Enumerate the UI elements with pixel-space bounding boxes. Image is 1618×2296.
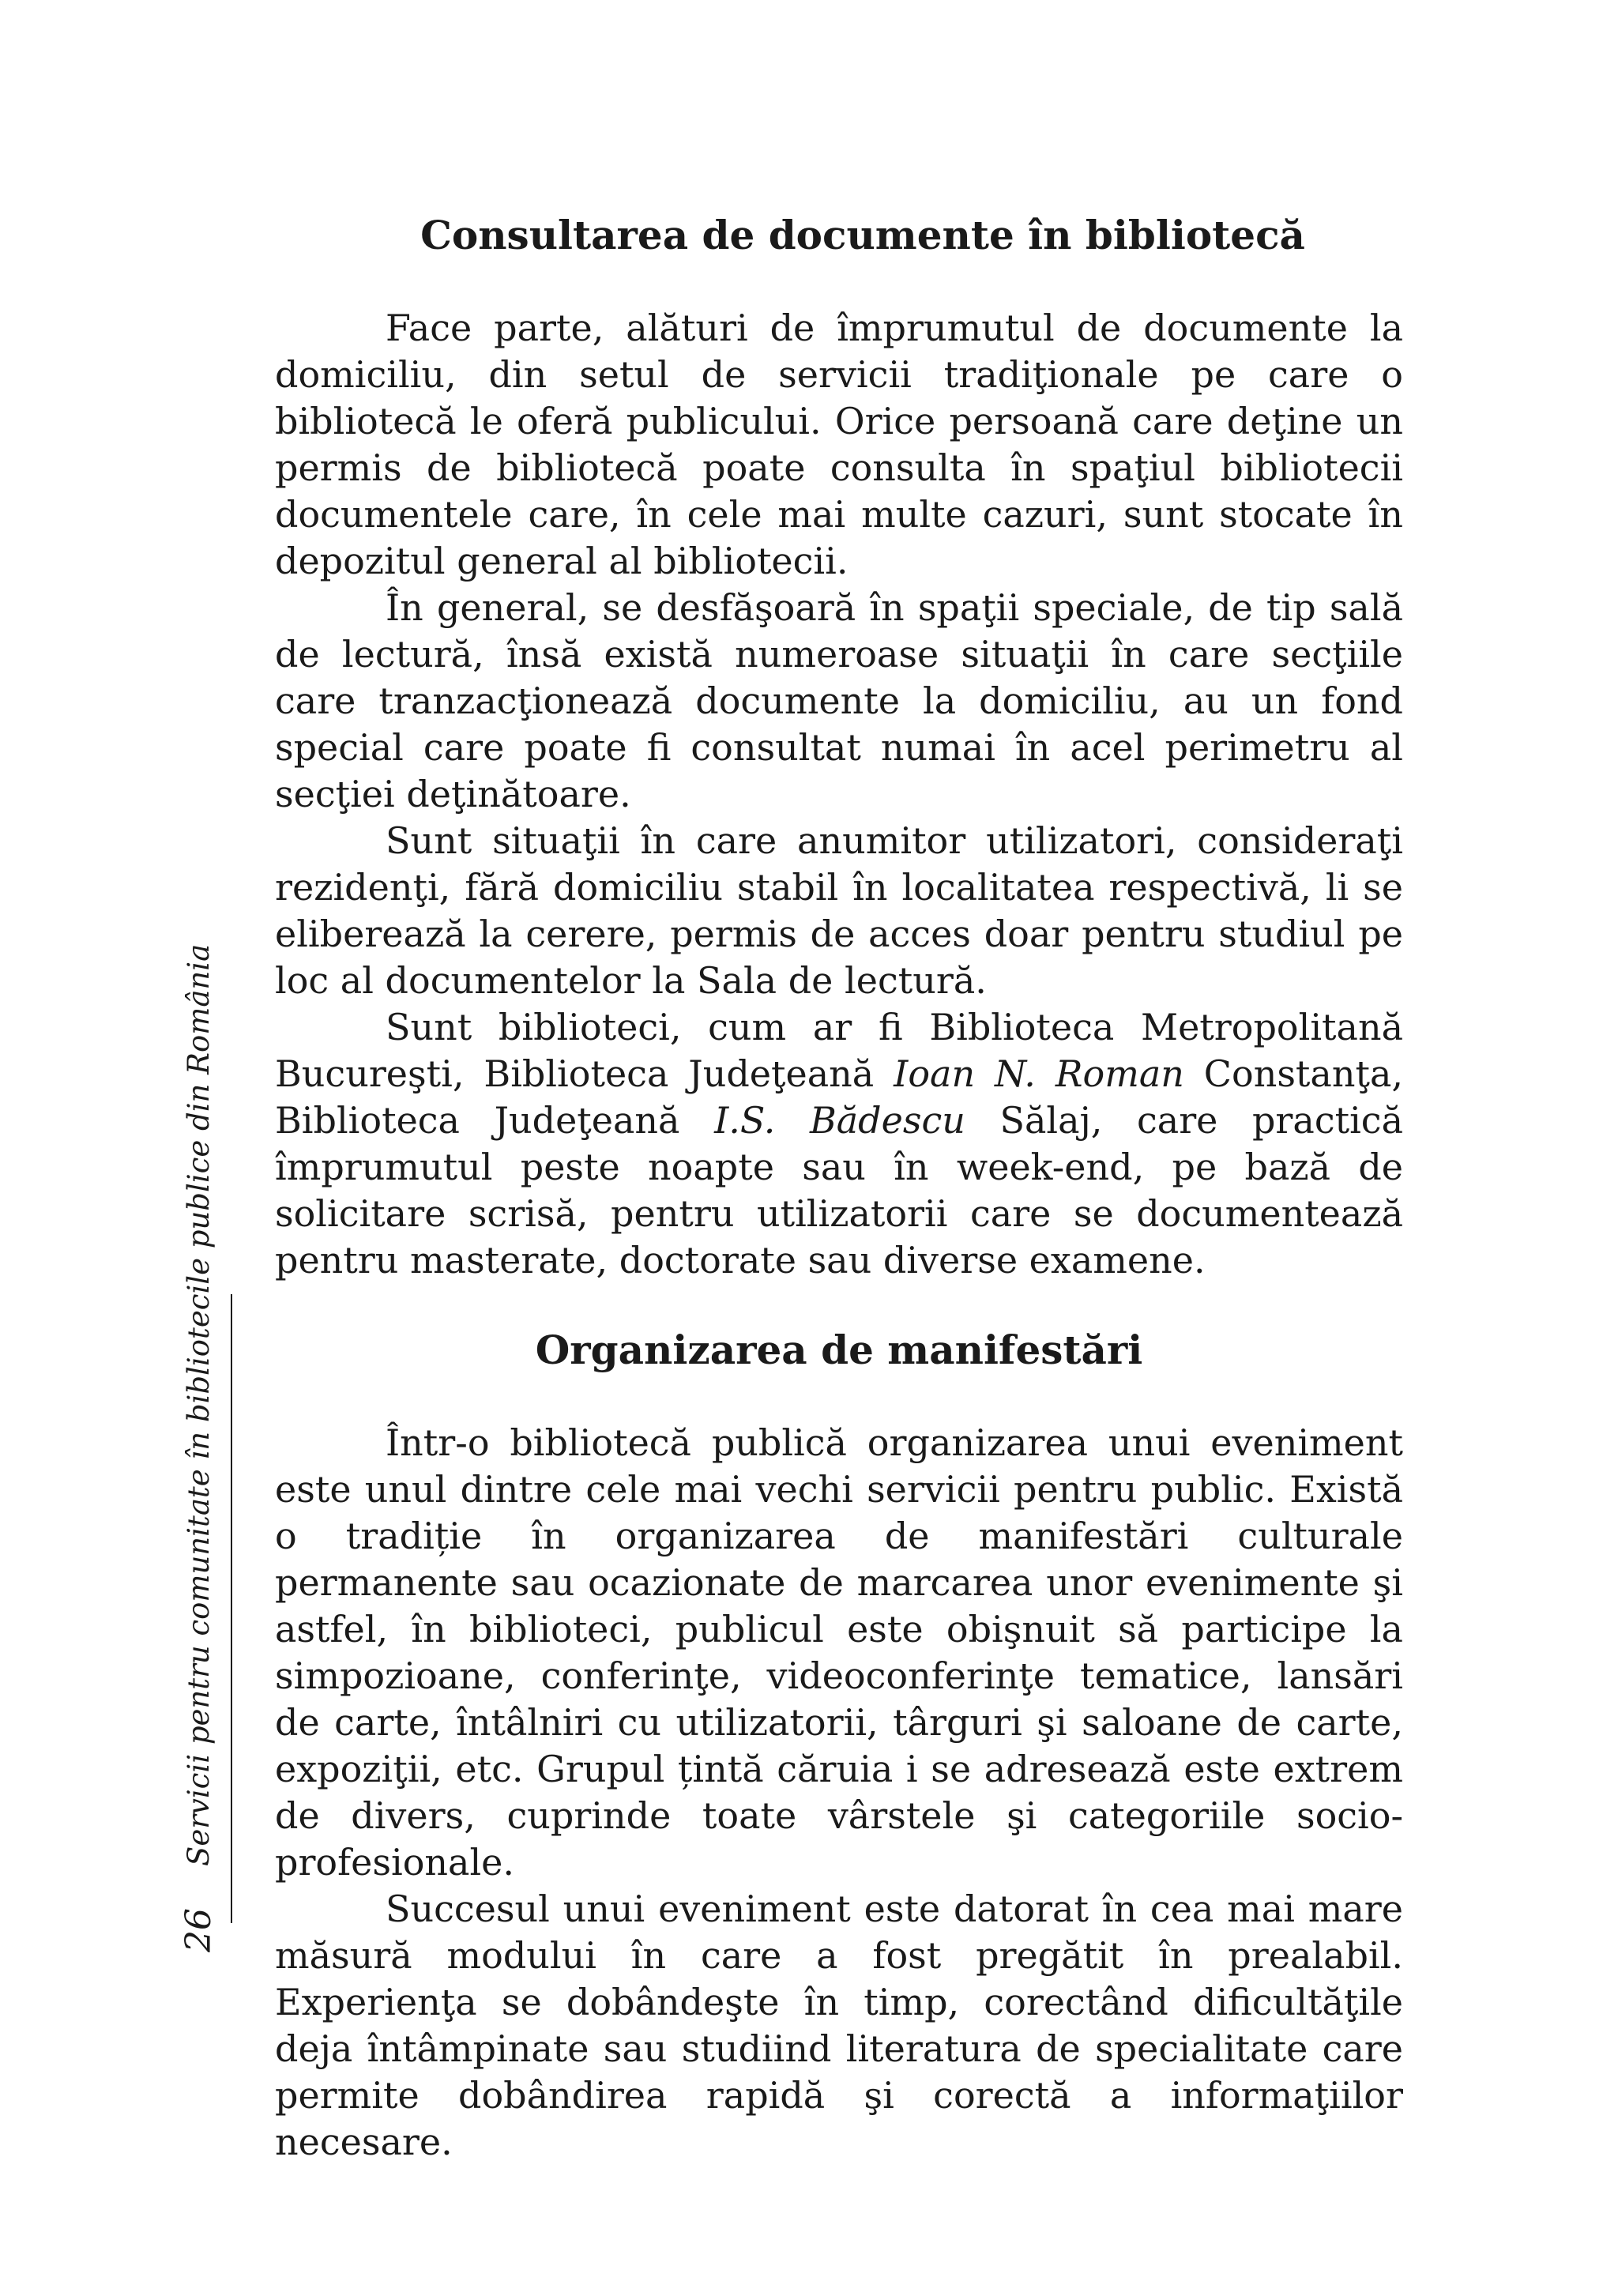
paragraph-events-1 (275, 1420, 1403, 1886)
running-title: Servicii pentru comunitate în bibliotecile publice din România (182, 943, 216, 1866)
text-run: Constanţa, Biblioteca Judeţeană (275, 1052, 1403, 1142)
library-name-italic: I.S. Bădescu (714, 1099, 965, 1142)
text-run: În general, se desfăşoară în spaţii speciale, de tip sală de lectură, însă există numeroase situaţii în care secţiile care tranzacţionează documente la domiciliu, au un fond special care poate fi consultat numai în acel perimetru al secţiei deţinătoare. (275, 586, 1403, 815)
text-run: Sunt situaţii în care anumitor utilizatori, consideraţi rezidenţi, fără domiciliu stabil în localitatea respectivă, li se eliberează la cerere, permis de acces doar pentru studiul pe loc al documentelor la Sala de lectură. (275, 819, 1403, 1002)
text-run: Într-o bibliotecă publică organizarea unui eveniment este unul dintre cele mai vechi servicii pentru public. Există o tradiție în organizarea de manifestări culturale permanente sau ocazionate de marcarea unor evenimente şi astfel, în biblioteci, publicul este obişnuit să participe la simpozioane, conferinţe, videoconferinţe tematice, lansări de carte, întâlniri cu utilizatorii, târguri şi saloane de carte, expoziţii, etc. Grupul țintă căruia i se adresează este extrem de divers, cuprinde toate vârstele şi categoriile socio-profesionale. (275, 1421, 1403, 1884)
section-body-consultation (275, 305, 1403, 1284)
margin-rule (231, 1294, 232, 1923)
paragraph-consultation-1 (275, 305, 1403, 585)
section-title-events: Organizarea de manifestări (535, 1327, 1143, 1373)
page-content (275, 207, 1403, 2166)
paragraph-consultation-3 (275, 818, 1403, 1004)
text-run: Face parte, alături de împrumutul de documente la domiciliu, din setul de servicii tradiţionale pe care o bibliotecă le oferă publicului. Orice persoană care deţine un permis de bibliotecă poate consulta în spaţiul bibliotecii documentele care, în cele mai multe cazuri, sunt stocate în depozitul general al bibliotecii. (275, 307, 1403, 582)
text-run: Sunt biblioteci, cum ar fi Biblioteca Metropolitană Bucureşti, Biblioteca Judeţeană (275, 1006, 1403, 1095)
running-title-margin (175, 894, 223, 1915)
text-run: Succesul unui eveniment este datorat în cea mai mare măsură modului în care a fost pregătit în prealabil. Experienţa se dobândeşte în timp, corectând dificultăţile deja întâmpinate sau studiind literatura de specialitate care permite dobândirea rapidă şi corectă a informaţiilor necesare. (275, 1888, 1403, 2163)
paragraph-events-2 (275, 1886, 1403, 2166)
section-title-consultation: Consultarea de documente în bibliotecă (420, 212, 1305, 258)
paragraph-consultation-4 (275, 1004, 1403, 1284)
library-name-italic: Ioan N. Roman (894, 1052, 1184, 1095)
section-body-events (275, 1420, 1403, 2166)
paragraph-consultation-2 (275, 585, 1403, 818)
page-number: 26 (179, 1908, 219, 1952)
text-run: Sălaj, care practică împrumutul peste noapte sau în week-end, pe bază de solicitare scrisă, pentru utilizatorii care se documentează pentru masterate, doctorate sau diverse examene. (275, 1099, 1403, 1282)
